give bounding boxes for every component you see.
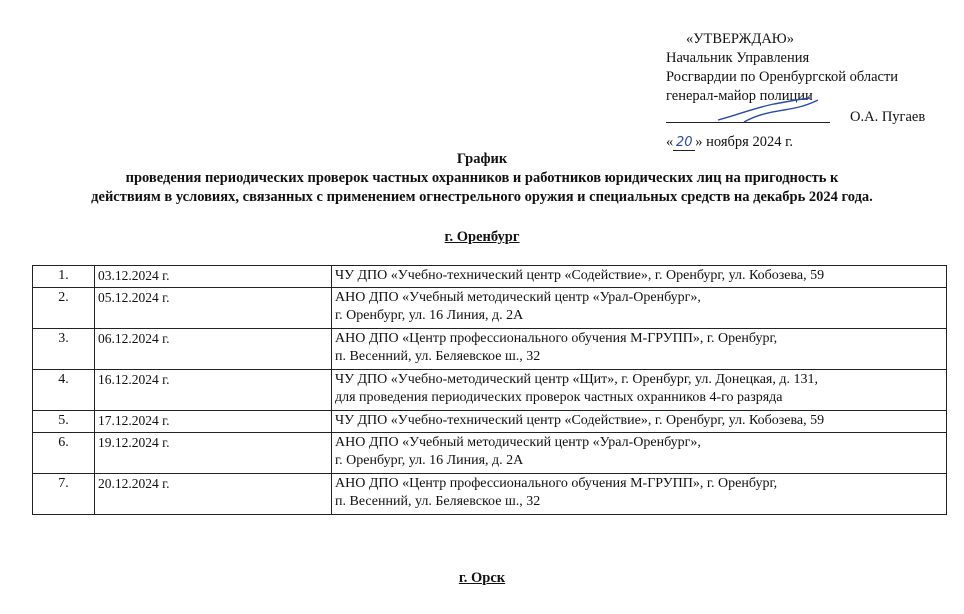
row-date: 19.12.2024 г.: [95, 433, 332, 474]
row-organization: АНО ДПО «Учебный методический центр «Урал-Оренбург», г. Оренбург, ул. 16 Линия, д. 2А: [332, 433, 947, 474]
row-date: 05.12.2024 г.: [95, 288, 332, 329]
row-organization: ЧУ ДПО «Учебно-методический центр «Щит», г. Оренбург, ул. Донецкая, д. 131, для проведения периодических проверок частных охранников 4-го разряда: [332, 370, 947, 411]
date-quote-open: «: [666, 134, 674, 150]
row-number: 1.: [33, 266, 95, 288]
signature-row: [666, 109, 956, 134]
table-row: [33, 288, 947, 329]
signer-name: О.А. Пугаев: [850, 109, 926, 125]
row-date: 16.12.2024 г.: [95, 370, 332, 411]
table-row: [33, 370, 947, 411]
date-day-handwritten: 20: [673, 136, 695, 151]
schedule-table: [32, 265, 947, 515]
row-date: 06.12.2024 г.: [95, 329, 332, 370]
title-line-1: График: [456, 151, 508, 167]
row-number: 2.: [33, 288, 95, 329]
document-title: [10, 150, 954, 207]
table-row: [33, 329, 947, 370]
table-row: [33, 433, 947, 474]
approval-block: [666, 30, 956, 152]
table-row: [33, 266, 947, 288]
title-line-2: проведения периодических проверок частных охранников и работников юридических лиц на пригодность к: [125, 170, 839, 186]
row-number: 3.: [33, 329, 95, 370]
city-heading-orenburg: г. Оренбург: [444, 229, 520, 245]
table-row: [33, 474, 947, 515]
title-line-3: действиям в условиях, связанных с применением огнестрельного оружия и специальных средств на декабрь 2024 года.: [91, 189, 873, 205]
row-date: 20.12.2024 г.: [95, 474, 332, 515]
approval-position-line-2: Росгвардии по Оренбургской области: [666, 69, 899, 85]
row-organization: АНО ДПО «Учебный методический центр «Урал-Оренбург», г. Оренбург, ул. 16 Линия, д. 2А: [332, 288, 947, 329]
row-number: 4.: [33, 370, 95, 411]
handwritten-signature: [714, 94, 824, 126]
approval-position-line-1: Начальник Управления: [666, 50, 810, 66]
row-organization: ЧУ ДПО «Учебно-технический центр «Содействие», г. Оренбург, ул. Кобозева, 59: [332, 266, 947, 288]
approval-position-line-3: генерал-майор полиции: [666, 88, 813, 104]
row-number: 7.: [33, 474, 95, 515]
row-number: 6.: [33, 433, 95, 474]
date-month-year: ноября 2024 г.: [706, 134, 794, 150]
row-date: 17.12.2024 г.: [95, 411, 332, 433]
table-row: [33, 411, 947, 433]
approval-heading: «УТВЕРЖДАЮ»: [686, 31, 794, 47]
city-heading-orsk: г. Орск: [458, 570, 506, 586]
row-organization: АНО ДПО «Центр профессионального обучения М-ГРУПП», г. Оренбург, п. Весенний, ул. Беляевское ш., 32: [332, 474, 947, 515]
row-date: 03.12.2024 г.: [95, 266, 332, 288]
row-organization: ЧУ ДПО «Учебно-технический центр «Содействие», г. Оренбург, ул. Кобозева, 59: [332, 411, 947, 433]
row-number: 5.: [33, 411, 95, 433]
row-organization: АНО ДПО «Центр профессионального обучения М-ГРУПП», г. Оренбург, п. Весенний, ул. Беляевское ш., 32: [332, 329, 947, 370]
date-quote-close: »: [695, 134, 703, 150]
